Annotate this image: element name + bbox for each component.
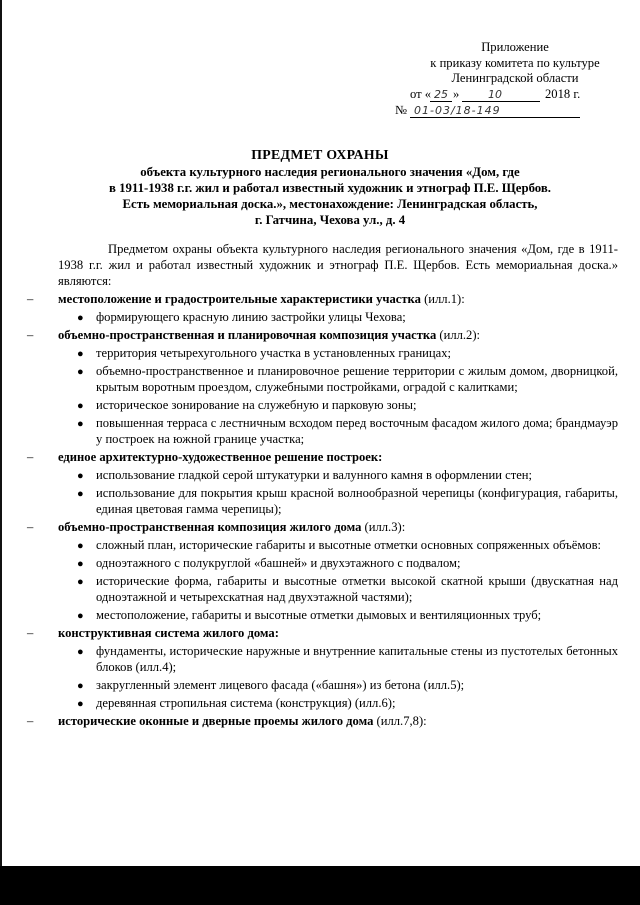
list-item-text: повышенная терраса с лестничным всходом перед восточным фасадом жилого дома; брандмауэр у построек на южной границе участка; (96, 416, 618, 446)
section-note: (илл.2): (436, 328, 481, 342)
section-title: объемно-пространственная и планировочная композиция участка (58, 328, 437, 342)
section-note: (илл.1): (420, 292, 465, 306)
section-note: (илл.3): (361, 520, 406, 534)
list-item-text: одноэтажного с полукруглой «башней» и двухэтажного с подвалом; (96, 556, 461, 570)
bullet-icon: ● (77, 470, 84, 482)
list-item-text: использование для покрытия крыш красной волнообразной черепицы (конфигурация, габариты, единая цветовая гамма черепицы); (96, 486, 618, 516)
list-item (77, 607, 618, 623)
section-dash: – (27, 626, 34, 640)
section-openings (27, 713, 618, 729)
annex-number-line (390, 103, 640, 119)
bullet-icon: ● (77, 558, 84, 570)
list-item-text: исторические форма, габариты и высотные отметки высокой скатной крыши (двускатная над одноэтажной и четырехскатная над двухэтажной частями); (96, 574, 618, 604)
subheading-line: Есть мемориальная доска.», местонахождение: Ленинградская область, (122, 197, 538, 211)
section-dash: – (27, 714, 34, 728)
section-dash: – (27, 292, 34, 306)
bullet-icon: ● (77, 610, 84, 622)
list-item (77, 555, 618, 571)
annex-date-month: 10 (488, 87, 502, 101)
document-body (27, 241, 618, 729)
list-item (77, 415, 618, 447)
annex-number-value: 01-03/18-149 (414, 103, 501, 117)
list-item-text: закругленный элемент лицевого фасада («башня») из бетона (илл.5); (96, 678, 465, 692)
list-item (77, 537, 618, 553)
bullet-icon: ● (77, 400, 84, 412)
list-item-text: территория четырехугольного участка в установленных границах; (96, 346, 452, 360)
document-subheading (60, 164, 600, 228)
bullet-icon: ● (77, 540, 84, 552)
annex-date-line (390, 87, 640, 103)
section-dash: – (27, 520, 34, 534)
bullet-icon: ● (77, 348, 84, 360)
bullet-icon: ● (77, 680, 84, 692)
section-house-composition (27, 519, 618, 535)
list-item-text: историческое зонирование на служебную и парковую зоны; (96, 398, 417, 412)
list-item (77, 309, 618, 325)
annex-date-close: » (453, 86, 460, 101)
scan-edge (0, 0, 2, 866)
section-title: местоположение и градостроительные характеристики участка (58, 292, 421, 306)
list-item-text: объемно-пространственное и планировочное решение территории с жилым домом, дворницкой, крытым воротным проездом, служебными постройками, оградой с калитками; (96, 364, 618, 394)
bullet-icon: ● (77, 418, 84, 430)
list-item (77, 485, 618, 517)
annex-block (390, 40, 640, 119)
list-item (77, 397, 618, 413)
section-architecture (27, 449, 618, 465)
bullet-icon: ● (77, 366, 84, 378)
annex-region: Ленинградской области (451, 71, 579, 85)
section-site-composition (27, 327, 618, 343)
list-item (77, 643, 618, 675)
section-structure (27, 625, 618, 641)
document-heading: ПРЕДМЕТ ОХРАНЫ (251, 147, 389, 162)
bullet-icon: ● (77, 646, 84, 658)
list-item (77, 363, 618, 395)
section-dash: – (27, 450, 34, 464)
section-title: конструктивная система жилого дома: (58, 626, 279, 640)
list-item-text: фундаменты, исторические наружные и внутренние капитальные стены из пустотелых бетонных блоков (илл.4); (96, 644, 618, 674)
annex-date-prefix: от « (410, 86, 432, 101)
list-item-text: использование гладкой серой штукатурки и валунного камня в оформлении стен; (96, 468, 533, 482)
annex-order-ref: к приказу комитета по культуре (430, 55, 600, 70)
bullet-icon: ● (77, 488, 84, 500)
list-item-text: формирующего красную линию застройки улицы Чехова; (96, 310, 406, 324)
section-location (27, 291, 618, 307)
list-item (77, 677, 618, 693)
intro-paragraph: Предметом охраны объекта культурного наследия регионального значения «Дом, где в 1911-1938 г.г. жил и работал известный художник и этнограф П.Е. Щербов. Есть мемориальная доска.» являются: (58, 242, 618, 288)
subheading-line: в 1911-1938 г.г. жил и работал известный художник и этнограф П.Е. Щербов. (108, 181, 551, 195)
list-item (77, 695, 618, 711)
list-item (77, 573, 618, 605)
section-title: объемно-пространственная композиция жилого дома (58, 520, 362, 534)
list-item-text: сложный план, исторические габариты и высотные отметки основных сопряженных объёмов: (96, 538, 602, 552)
section-title: единое архитектурно-художественное решение построек: (58, 450, 383, 464)
list-item (77, 467, 618, 483)
subheading-line: объекта культурного наследия регионального значения «Дом, где (140, 165, 520, 179)
bullet-icon: ● (77, 312, 84, 324)
bullet-icon: ● (77, 698, 84, 710)
subheading-line: г. Гатчина, Чехова ул., д. 4 (254, 213, 406, 227)
list-item (77, 345, 618, 361)
list-item-text: деревянная стропильная система (конструкция) (илл.6); (96, 696, 396, 710)
annex-date-day: 25 (434, 87, 448, 101)
bullet-icon: ● (77, 576, 84, 588)
annex-date-year: 2018 г. (545, 86, 581, 101)
section-dash: – (27, 328, 34, 342)
section-note: (илл.7,8): (373, 714, 427, 728)
annex-title: Приложение (481, 40, 549, 54)
list-item-text: местоположение, габариты и высотные отметки дымовых и вентиляционных труб; (96, 608, 542, 622)
annex-number-prefix: № (395, 102, 408, 117)
section-title: исторические оконные и дверные проемы жилого дома (58, 714, 374, 728)
